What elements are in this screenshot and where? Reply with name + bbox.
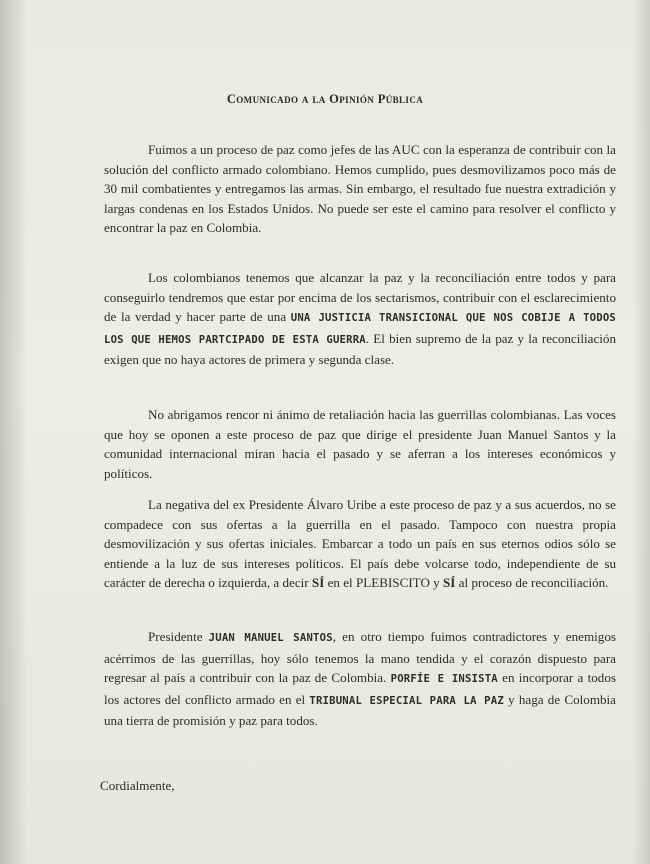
paragraph-3 [104, 405, 616, 483]
paragraph-4-plebiscito: PLEBISCITO [355, 575, 430, 591]
paragraph-2-text-a: Los colombianos tenemos que alcanzar la paz y la reconciliación entre todos y para conseguirlo tendremos que estar por encima de los sectarismos, contribuir con el esclarecimiento de la verdad y hacer parte de una [104, 270, 616, 325]
page-shadow-right [632, 0, 650, 864]
paragraph-4-si-1: SÍ [311, 575, 325, 591]
paragraph-4-text-c: en el [324, 575, 356, 591]
paragraph-2 [104, 268, 616, 370]
paragraph-4-text-g: al proceso de reconciliación. [455, 575, 609, 591]
paragraph-4-si-2: SÍ [443, 575, 456, 591]
closing-salutation: Cordialmente, [100, 778, 175, 793]
paragraph-5-name: JUAN MANUEL SANTOS [208, 632, 333, 644]
paragraph-3-text: No abrigamos rencor ni ánimo de retaliación hacia las guerrillas colombianas. Las voces que hoy se oponen a este proceso de paz que dirige el presidente Juan Manuel Santos y la comunidad internacional miran hacia el pasado y se aferran a los intereses económicos y políticos. [104, 407, 616, 481]
paragraph-5-tribunal: TRIBUNAL ESPECIAL PARA LA PAZ [309, 694, 504, 707]
page-shadow-left [0, 0, 28, 864]
paragraph-4-text-e: y [429, 575, 443, 591]
paragraph-5-text-a: Presidente [148, 629, 209, 644]
paragraph-5-porfie: PORFÍE E INSISTA [390, 673, 498, 686]
paragraph-2-emphasis: UNA JUSTICIA TRANSICIONAL QUE NOS COBIJE A TODOS LOS QUE HEMOS PARTCIPADO DE ESTA GUERRA [104, 312, 616, 346]
paragraph-5-text-e: en incorporar a todos los actores del conflicto armado en el [104, 670, 616, 707]
paragraph-5-text-g: y haga de Colombia una tierra de promisión y paz para todos. [104, 691, 616, 729]
paragraph-4 [104, 495, 616, 593]
paragraph-2-text-c: . El bien supremo de la paz y la reconciliación exigen que no haya actores de primera y segunda clase. [104, 330, 617, 368]
document-title: Comunicado a la Opinión Pública [226, 92, 424, 106]
paragraph-1-text: Fuimos a un proceso de paz como jefes de las AUC con la esperanza de contribuir con la solución del conflicto armado colombiano. Hemos cumplido, pues desmovilizamos poco más de 30 mil combatientes y entregamos las armas. Sin embargo, el resultado fue nuestra extradición y largas condenas en los Estados Unidos. No puede ser este el camino para resolver el conflicto y encontrar la paz en Colombia. [104, 142, 616, 236]
paragraph-1 [104, 140, 616, 238]
paragraph-4-text-a: La negativa del ex Presidente Álvaro Uribe a este proceso de paz y a sus acuerdos, no se compadece con sus ofertas a la guerrilla en el pasado. Tampoco con nuestra propia desmovilización y sus ofertas iniciales. Embarcar a todo un país en sus eternos odios sólo se entiende a la luz de sus intereses políticos. El país debe volcarse todo, independiente de su carácter de derecha o izquierda, a decir [104, 497, 616, 591]
paragraph-5-text-c: , en otro tiempo fuimos contradictores y enemigos acérrimos de las guerrillas, hoy sólo tenemos la mano tendida y el corazón dispuesto para regresar al país a contribuir con la paz de Colombia. [104, 629, 616, 686]
paragraph-5 [104, 627, 616, 731]
